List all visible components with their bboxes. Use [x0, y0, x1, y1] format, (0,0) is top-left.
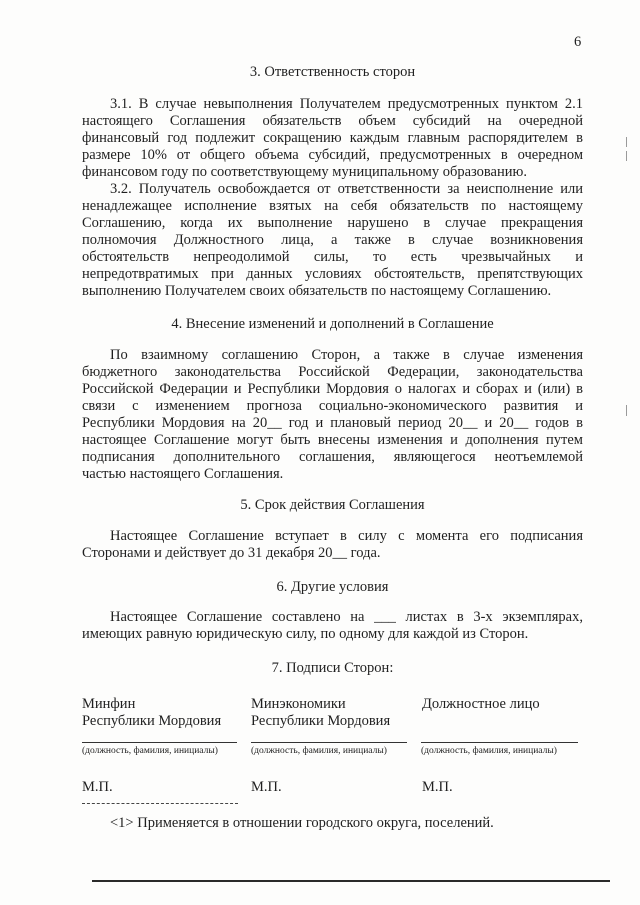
paragraph-line: выполнению Получателем своих обязательств по настоящему Соглашению. [82, 283, 552, 299]
section-3-body [82, 96, 583, 300]
paragraph-line: Настоящее Соглашение вступает в силу с момента его подписания [110, 528, 583, 544]
paragraph-line: размере 10% от общего объема субсидий, предусмотренных в очередном [82, 147, 583, 163]
scan-artifact [626, 405, 627, 416]
section-6-body [82, 609, 583, 643]
section-5-heading: 5. Срок действия Соглашения [240, 497, 425, 513]
party-mineconomiki [251, 696, 390, 730]
paragraph-line: По взаимному соглашению Сторон, а также в случае изменения [110, 347, 583, 363]
paragraph-line: обстоятельств непреодолимой силы, то есть чрезвычайных и [82, 249, 583, 265]
paragraph-line: частью настоящего Соглашения. [82, 466, 284, 482]
section-7-heading-wrap [82, 660, 583, 677]
paragraph-line: имеющих равную юридическую силу, по одному для каждой из Сторон. [82, 626, 529, 642]
stamp-place: М.П. [82, 779, 113, 795]
scan-artifact [626, 151, 627, 161]
paragraph-line: 3.2. Получатель освобождается от ответственности за неисполнение или [110, 181, 583, 197]
signature-line [82, 742, 237, 743]
paragraph-line: Российской Федерации и Республики Мордовия о налогах и сборах и (или) в [82, 381, 583, 397]
paragraph-line: подписания дополнительного соглашения, являющегося неотъемлемой [82, 449, 583, 465]
paragraph-line: непредотвратимых при данных условиях обстоятельств, препятствующих [82, 266, 583, 282]
section-7-heading: 7. Подписи Сторон: [271, 660, 394, 676]
paragraph-line: 3.1. В случае невыполнения Получателем предусмотренных пунктом 2.1 [110, 96, 583, 112]
paragraph-line: Соглашению, когда их выполнение нарушено в случае прекращения [82, 215, 583, 231]
stamp-place: М.П. [251, 779, 282, 795]
section-4-heading: 4. Внесение изменений и дополнений в Соглашение [171, 316, 494, 332]
paragraph-line: связи с изменением прогноза социально-экономического развития и [82, 398, 583, 414]
paragraph-line: настоящего Соглашения обязательств объем субсидий на очередной [82, 113, 583, 129]
paragraph-line: Республики Мордовия на 20__ год и плановый период 20__ и 20__ годов в [82, 415, 583, 431]
party-minfin [82, 696, 221, 730]
party-name-line: Республики Мордовия [251, 713, 391, 729]
stamp-place: М.П. [422, 779, 453, 795]
section-5-heading-wrap [82, 497, 583, 514]
paragraph-line: финансовый год подлежит сокращению каждым главным распорядителем в [82, 130, 583, 146]
section-4-body [82, 347, 583, 483]
party-name-line: Минэкономики [251, 696, 346, 712]
section-5-body [82, 528, 583, 562]
section-3-heading-wrap [82, 64, 583, 81]
section-6-heading: 6. Другие условия [276, 579, 389, 595]
page-number: 6 [574, 34, 582, 50]
signature-caption: (должность, фамилия, инициалы) [251, 746, 387, 756]
paragraph-line: бюджетного законодательства Российской Федерации, законодательства [82, 364, 583, 380]
footnote-separator [82, 803, 238, 804]
party-name-line: Должностное лицо [422, 696, 540, 712]
paragraph-line: полномочия Должностного лица, а также в случае возникновения [82, 232, 583, 248]
signature-caption: (должность, фамилия, инициалы) [82, 746, 218, 756]
paragraph-line: финансовом году по соответствующему муниципальному образованию. [82, 164, 527, 180]
section-6-heading-wrap [82, 579, 583, 596]
signature-caption: (должность, фамилия, инициалы) [421, 746, 557, 756]
paragraph-line: Сторонами и действует до 31 декабря 20__ года. [82, 545, 381, 561]
signature-line [251, 742, 407, 743]
section-3-heading: 3. Ответственность сторон [249, 64, 416, 80]
paragraph-line: ненадлежащее исполнение взятых на себя обязательств по настоящему [82, 198, 583, 214]
signature-line [421, 742, 578, 743]
footnote: <1> Применяется в отношении городского округа, поселений. [110, 815, 494, 831]
paragraph-line: Настоящее Соглашение составлено на ___ листах в 3-х экземплярах, [110, 609, 583, 625]
scan-bottom-rule [92, 880, 610, 882]
party-official [422, 696, 540, 713]
section-4-heading-wrap [82, 316, 583, 333]
party-name-line: Минфин [82, 696, 136, 712]
paragraph-line: настоящее Соглашение могут быть внесены изменения и дополнения путем [82, 432, 583, 448]
scan-artifact [626, 137, 627, 147]
party-name-line: Республики Мордовия [82, 713, 222, 729]
